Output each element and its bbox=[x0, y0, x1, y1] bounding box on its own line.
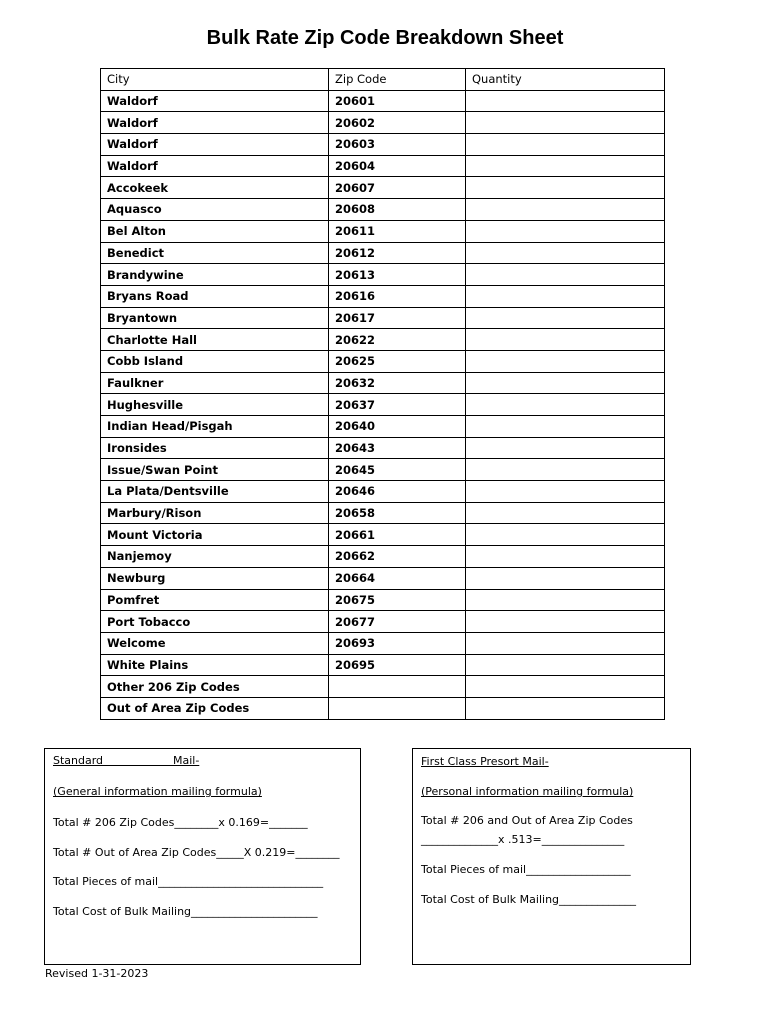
zip-code-cell: 20611 bbox=[329, 220, 466, 242]
table-row bbox=[101, 567, 665, 589]
table-row bbox=[101, 307, 665, 329]
city-cell: Waldorf bbox=[101, 134, 329, 156]
table-row bbox=[101, 546, 665, 568]
zip-code-cell: 20622 bbox=[329, 329, 466, 351]
table-row bbox=[101, 350, 665, 372]
quantity-cell[interactable] bbox=[466, 459, 665, 481]
city-cell: Out of Area Zip Codes bbox=[101, 697, 329, 719]
city-cell: Brandywine bbox=[101, 264, 329, 286]
table-row bbox=[101, 242, 665, 264]
first-class-mail-box bbox=[412, 748, 691, 965]
city-cell: La Plata/Dentsville bbox=[101, 481, 329, 503]
standard-206-formula[interactable]: Total # 206 Zip Codes________x 0.169=_______ bbox=[53, 816, 308, 829]
table-row bbox=[101, 654, 665, 676]
zip-code-cell bbox=[329, 697, 466, 719]
zip-code-cell: 20637 bbox=[329, 394, 466, 416]
first-class-subheading: (Personal information mailing formula) bbox=[421, 785, 634, 798]
quantity-cell[interactable] bbox=[466, 242, 665, 264]
quantity-cell[interactable] bbox=[466, 697, 665, 719]
quantity-cell[interactable] bbox=[466, 329, 665, 351]
zip-code-cell: 20616 bbox=[329, 285, 466, 307]
city-cell: Aquasco bbox=[101, 199, 329, 221]
table-row bbox=[101, 155, 665, 177]
city-cell: Newburg bbox=[101, 567, 329, 589]
city-cell: Cobb Island bbox=[101, 350, 329, 372]
zip-code-cell: 20661 bbox=[329, 524, 466, 546]
page-title: Bulk Rate Zip Code Breakdown Sheet bbox=[206, 27, 564, 49]
table-row bbox=[101, 264, 665, 286]
standard-mail-subheading: (General information mailing formula) bbox=[53, 785, 262, 798]
revised-date: Revised 1-31-2023 bbox=[45, 967, 149, 980]
table-row bbox=[101, 502, 665, 524]
city-cell: Charlotte Hall bbox=[101, 329, 329, 351]
table-row bbox=[101, 416, 665, 438]
quantity-cell[interactable] bbox=[466, 177, 665, 199]
table-row bbox=[101, 437, 665, 459]
header-zip-code: Zip Code bbox=[329, 69, 466, 91]
table-row bbox=[101, 676, 665, 698]
quantity-cell[interactable] bbox=[466, 481, 665, 503]
quantity-cell[interactable] bbox=[466, 632, 665, 654]
table-row bbox=[101, 697, 665, 719]
table-row bbox=[101, 459, 665, 481]
quantity-cell[interactable] bbox=[466, 416, 665, 438]
city-cell: Nanjemoy bbox=[101, 546, 329, 568]
zip-code-cell: 20602 bbox=[329, 112, 466, 134]
quantity-cell[interactable] bbox=[466, 567, 665, 589]
quantity-cell[interactable] bbox=[466, 285, 665, 307]
table-row bbox=[101, 394, 665, 416]
header-city: City bbox=[101, 69, 329, 91]
zip-code-table bbox=[100, 68, 665, 720]
table-row bbox=[101, 481, 665, 503]
zip-code-cell: 20601 bbox=[329, 90, 466, 112]
quantity-cell[interactable] bbox=[466, 524, 665, 546]
first-class-zip-formula[interactable]: Total # 206 and Out of Area Zip Codes bbox=[421, 814, 633, 827]
zip-code-cell: 20604 bbox=[329, 155, 466, 177]
zip-code-cell: 20643 bbox=[329, 437, 466, 459]
quantity-cell[interactable] bbox=[466, 437, 665, 459]
table-row bbox=[101, 589, 665, 611]
table-row bbox=[101, 220, 665, 242]
table-row bbox=[101, 632, 665, 654]
zip-code-cell: 20632 bbox=[329, 372, 466, 394]
city-cell: Accokeek bbox=[101, 177, 329, 199]
first-class-total-cost[interactable]: Total Cost of Bulk Mailing______________ bbox=[421, 893, 637, 906]
table-row bbox=[101, 329, 665, 351]
zip-code-cell: 20677 bbox=[329, 611, 466, 633]
city-cell: Faulkner bbox=[101, 372, 329, 394]
first-class-heading: First Class Presort Mail- bbox=[421, 755, 549, 768]
city-cell: Waldorf bbox=[101, 90, 329, 112]
table-row bbox=[101, 177, 665, 199]
zip-code-cell: 20675 bbox=[329, 589, 466, 611]
zip-code-cell: 20603 bbox=[329, 134, 466, 156]
standard-out-of-area-formula[interactable]: Total # Out of Area Zip Codes_____X 0.219=________ bbox=[53, 846, 340, 859]
first-class-zip-formula-blank[interactable]: ______________x .513=_______________ bbox=[421, 833, 625, 846]
standard-mail-heading: Standard Mail- bbox=[53, 754, 200, 767]
zip-code-cell: 20695 bbox=[329, 654, 466, 676]
city-cell: Waldorf bbox=[101, 112, 329, 134]
quantity-cell[interactable] bbox=[466, 155, 665, 177]
city-cell: Ironsides bbox=[101, 437, 329, 459]
standard-mail-box bbox=[44, 748, 361, 965]
zip-code-cell: 20645 bbox=[329, 459, 466, 481]
quantity-cell[interactable] bbox=[466, 350, 665, 372]
quantity-cell[interactable] bbox=[466, 134, 665, 156]
table-row bbox=[101, 199, 665, 221]
quantity-cell[interactable] bbox=[466, 676, 665, 698]
city-cell: Bel Alton bbox=[101, 220, 329, 242]
quantity-cell[interactable] bbox=[466, 372, 665, 394]
city-cell: Benedict bbox=[101, 242, 329, 264]
quantity-cell[interactable] bbox=[466, 589, 665, 611]
city-cell: Port Tobacco bbox=[101, 611, 329, 633]
quantity-cell[interactable] bbox=[466, 199, 665, 221]
quantity-cell[interactable] bbox=[466, 220, 665, 242]
quantity-cell[interactable] bbox=[466, 112, 665, 134]
city-cell: Marbury/Rison bbox=[101, 502, 329, 524]
city-cell: Issue/Swan Point bbox=[101, 459, 329, 481]
zip-code-cell: 20640 bbox=[329, 416, 466, 438]
zip-code-cell: 20608 bbox=[329, 199, 466, 221]
quantity-cell[interactable] bbox=[466, 264, 665, 286]
city-cell: Welcome bbox=[101, 632, 329, 654]
zip-code-cell bbox=[329, 676, 466, 698]
city-cell: Waldorf bbox=[101, 155, 329, 177]
header-quantity: Quantity bbox=[466, 69, 665, 91]
first-class-total-pieces[interactable]: Total Pieces of mail___________________ bbox=[421, 863, 631, 876]
table-row bbox=[101, 112, 665, 134]
quantity-cell[interactable] bbox=[466, 394, 665, 416]
zip-code-cell: 20617 bbox=[329, 307, 466, 329]
table-row bbox=[101, 134, 665, 156]
table-row bbox=[101, 372, 665, 394]
zip-code-cell: 20664 bbox=[329, 567, 466, 589]
quantity-cell[interactable] bbox=[466, 90, 665, 112]
city-cell: Mount Victoria bbox=[101, 524, 329, 546]
city-cell: Other 206 Zip Codes bbox=[101, 676, 329, 698]
zip-code-cell: 20658 bbox=[329, 502, 466, 524]
table-row bbox=[101, 90, 665, 112]
zip-code-cell: 20646 bbox=[329, 481, 466, 503]
city-cell: Hughesville bbox=[101, 394, 329, 416]
zip-code-cell: 20693 bbox=[329, 632, 466, 654]
zip-code-cell: 20662 bbox=[329, 546, 466, 568]
table-header-row bbox=[101, 69, 665, 91]
standard-total-pieces[interactable]: Total Pieces of mail______________________________ bbox=[53, 875, 324, 888]
table-row bbox=[101, 611, 665, 633]
standard-total-cost[interactable]: Total Cost of Bulk Mailing_______________________ bbox=[53, 905, 318, 918]
zip-code-cell: 20612 bbox=[329, 242, 466, 264]
quantity-cell[interactable] bbox=[466, 654, 665, 676]
quantity-cell[interactable] bbox=[466, 307, 665, 329]
zip-code-cell: 20625 bbox=[329, 350, 466, 372]
city-cell: Indian Head/Pisgah bbox=[101, 416, 329, 438]
table-row bbox=[101, 285, 665, 307]
table-row bbox=[101, 524, 665, 546]
city-cell: White Plains bbox=[101, 654, 329, 676]
quantity-cell[interactable] bbox=[466, 546, 665, 568]
zip-code-cell: 20613 bbox=[329, 264, 466, 286]
quantity-cell[interactable] bbox=[466, 502, 665, 524]
city-cell: Bryantown bbox=[101, 307, 329, 329]
city-cell: Pomfret bbox=[101, 589, 329, 611]
city-cell: Bryans Road bbox=[101, 285, 329, 307]
quantity-cell[interactable] bbox=[466, 611, 665, 633]
zip-code-cell: 20607 bbox=[329, 177, 466, 199]
